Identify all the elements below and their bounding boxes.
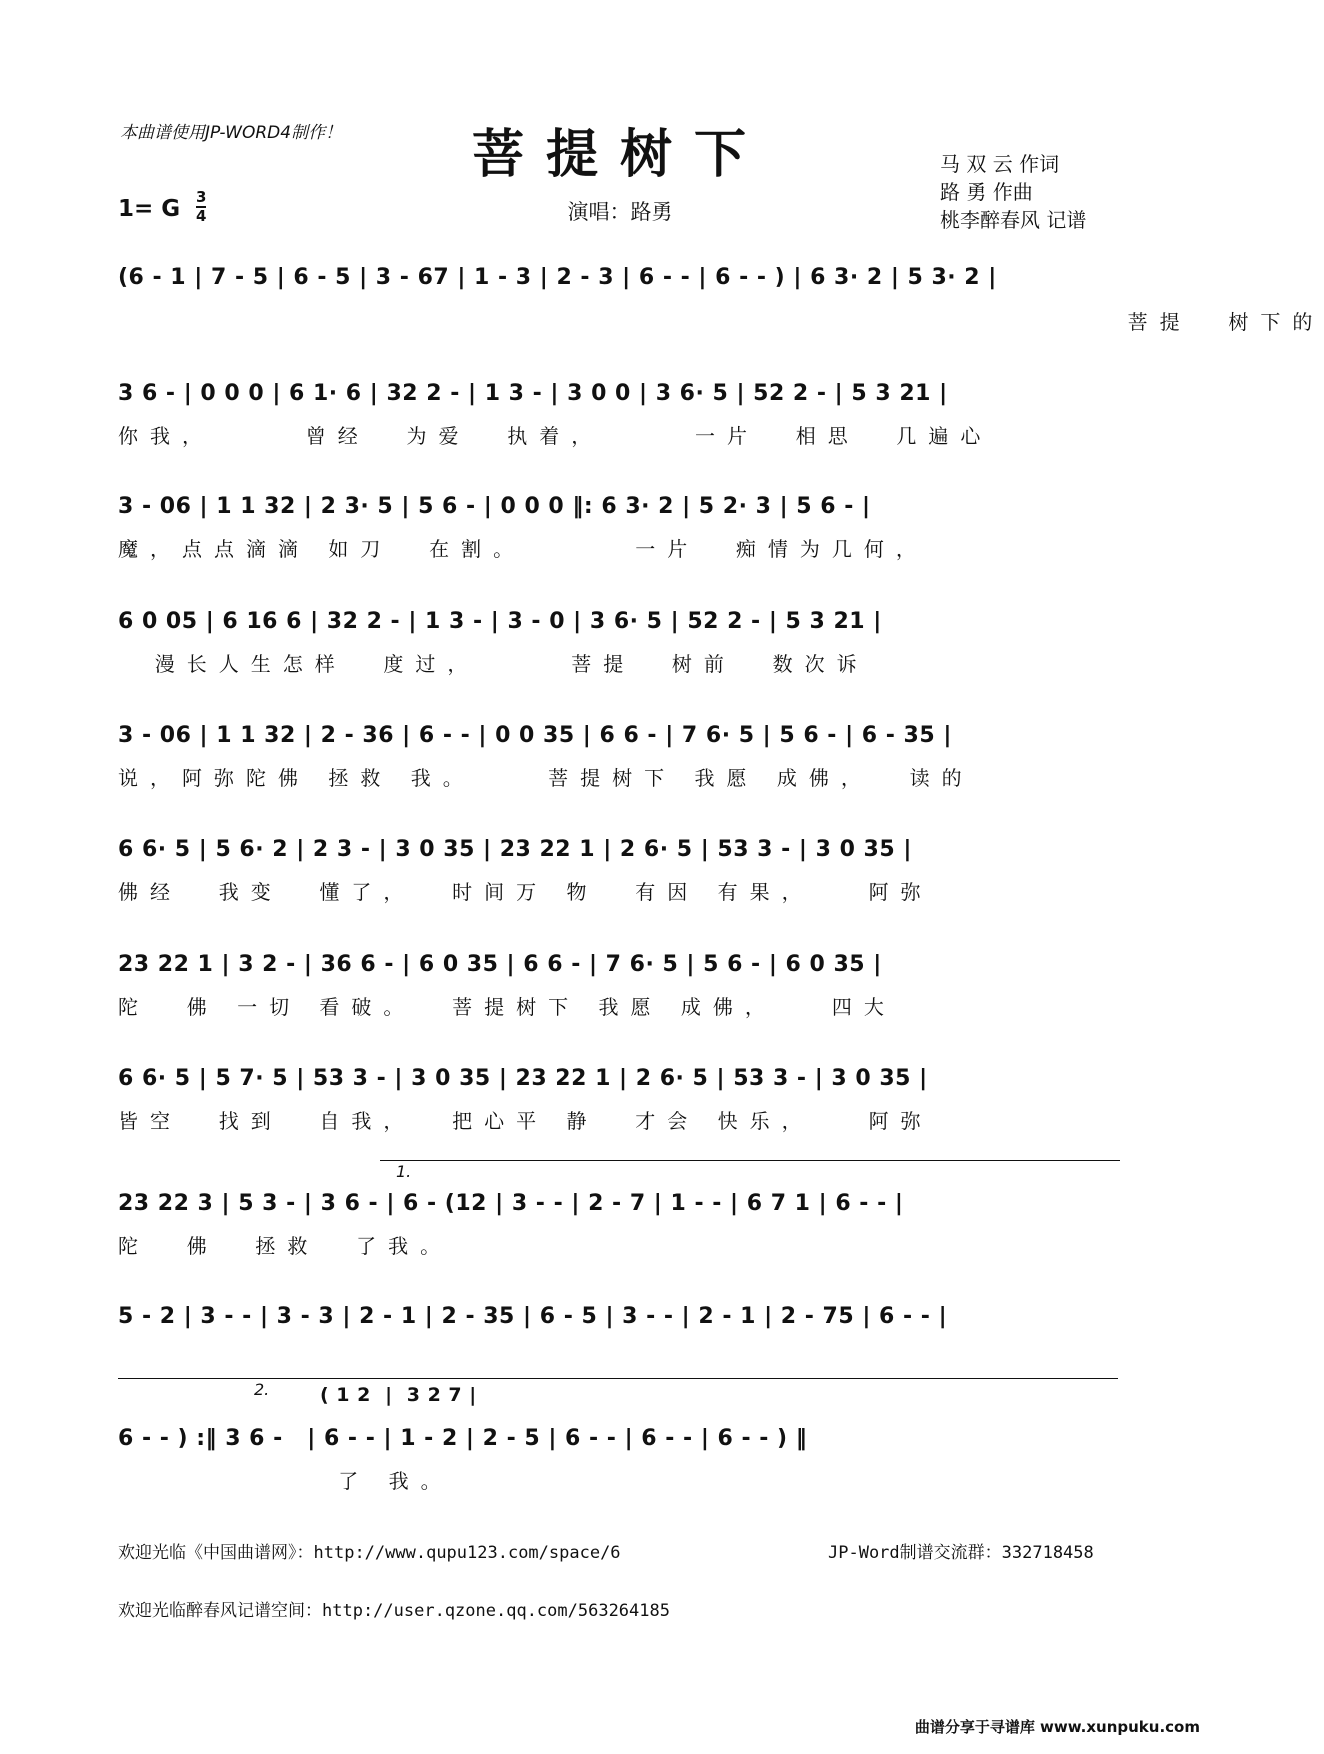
footer-qzone-link: 欢迎光临醉春风记谱空间：http://user.qzone.qq.com/563264185	[118, 1601, 670, 1621]
lyrics-line-5: 说，阿弥陀佛 拯救 我。 菩提树下 我愿 成佛， 读的	[118, 766, 974, 790]
lyrics-line-11: 了 我。	[118, 1469, 453, 1493]
footer-qq-group: JP-Word制谱交流群：332718458	[828, 1543, 1094, 1563]
author-credits	[940, 150, 1086, 234]
lyrics-line-3: 魔，点点滴滴 如刀 在割。 一片 痴情为几何，	[118, 537, 928, 561]
notation-line-8: 6 6· 5 | 5 7· 5 | 53 3 - | 3 0 35 | 23 22 1 | 2 6· 5 | 53 3 - | 3 0 35 |	[118, 1066, 928, 1091]
singer-credit: 演唱：路勇	[567, 200, 673, 224]
footer-site-link: 欢迎光临《中国曲谱网》：http://www.qupu123.com/space/6	[118, 1543, 621, 1563]
composer-credit: 路 勇 作曲	[940, 180, 1033, 204]
transcriber-credit: 桃李醉春风 记谱	[940, 208, 1087, 232]
lyrics-line-7: 陀 佛 一切 看破。 菩提树下 我愿 成佛， 四大	[118, 995, 896, 1019]
lyrics-line-4: 漫长人生怎样 度过， 菩提 树前 数次诉	[118, 652, 869, 676]
first-ending-label: 1.	[396, 1162, 412, 1181]
lyrics-line-1: 菩提 树下的	[118, 310, 1324, 334]
notation-line-10: 5 - 2 | 3 - - | 3 - 3 | 2 - 1 | 2 - 35 | 6 - 5 | 3 - - | 2 - 1 | 2 - 75 | 6 - - |	[118, 1304, 948, 1329]
key-signature: 1= G	[118, 196, 181, 222]
notation-line-7: 23 22 1 | 3 2 - | 36 6 - | 6 0 35 | 6 6 - | 7 6· 5 | 5 6 - | 6 0 35 |	[118, 952, 882, 977]
first-ending-bracket	[380, 1160, 1120, 1162]
notation-line-11: 6 - - ) :‖ 3 6 - | 6 - - | 1 - 2 | 2 - 5 | 6 - - | 6 - - | 6 - - ) ‖	[118, 1426, 808, 1451]
notation-line-1: (6 - 1 | 7 - 5 | 6 - 5 | 3 - 67 | 1 - 3 | 2 - 3 | 6 - - | 6 - - ) | 6 3· 2 | 5 3· 2 |	[118, 265, 997, 290]
song-title: 菩提树下	[471, 124, 768, 185]
notation-line-6: 6 6· 5 | 5 6· 2 | 2 3 - | 3 0 35 | 23 22 1 | 2 6· 5 | 53 3 - | 3 0 35 |	[118, 837, 912, 862]
notation-line-5: 3 - 06 | 1 1 32 | 2 - 36 | 6 - - | 0 0 35 | 6 6 - | 7 6· 5 | 5 6 - | 6 - 35 |	[118, 723, 952, 748]
software-credit-note: 本曲谱使用JP-WORD4制作！	[120, 123, 343, 143]
second-ending-upper-voice: ( 1 2 | 3 2 7 |	[320, 1384, 477, 1406]
time-signature-bottom: 4	[196, 207, 207, 225]
lyrics-line-9: 陀 佛 拯救 了我。	[118, 1234, 453, 1258]
second-ending-label: 2.	[254, 1380, 270, 1399]
time-signature-top: 3	[196, 188, 207, 206]
lyrics-line-2: 你我， 曾经 为爱 执着， 一片 相思 几遍心	[118, 424, 993, 448]
notation-line-2: 3 6 - | 0 0 0 | 6 1· 6 | 32 2 - | 1 3 - | 3 0 0 | 3 6· 5 | 52 2 - | 5 3 21 |	[118, 381, 948, 406]
lyricist-credit: 马 双 云 作词	[940, 152, 1060, 176]
notation-line-4: 6 0 05 | 6 16 6 | 32 2 - | 1 3 - | 3 - 0 | 3 6· 5 | 52 2 - | 5 3 21 |	[118, 609, 882, 634]
notation-line-9: 23 22 3 | 5 3 - | 3 6 - | 6 - (12 | 3 - - | 2 - 7 | 1 - - | 6 7 1 | 6 - - |	[118, 1191, 904, 1216]
lyrics-line-8: 皆空 找到 自我， 把心平 静 才会 快乐， 阿弥	[118, 1109, 933, 1133]
notation-line-3: 3 - 06 | 1 1 32 | 2 3· 5 | 5 6 - | 0 0 0 ‖: 6 3· 2 | 5 2· 3 | 5 6 - |	[118, 494, 871, 519]
lyrics-line-6: 佛经 我变 懂了， 时间万 物 有因 有果， 阿弥	[118, 880, 933, 904]
watermark: 曲谱分享于寻谱库 www.xunpuku.com	[914, 1718, 1200, 1736]
